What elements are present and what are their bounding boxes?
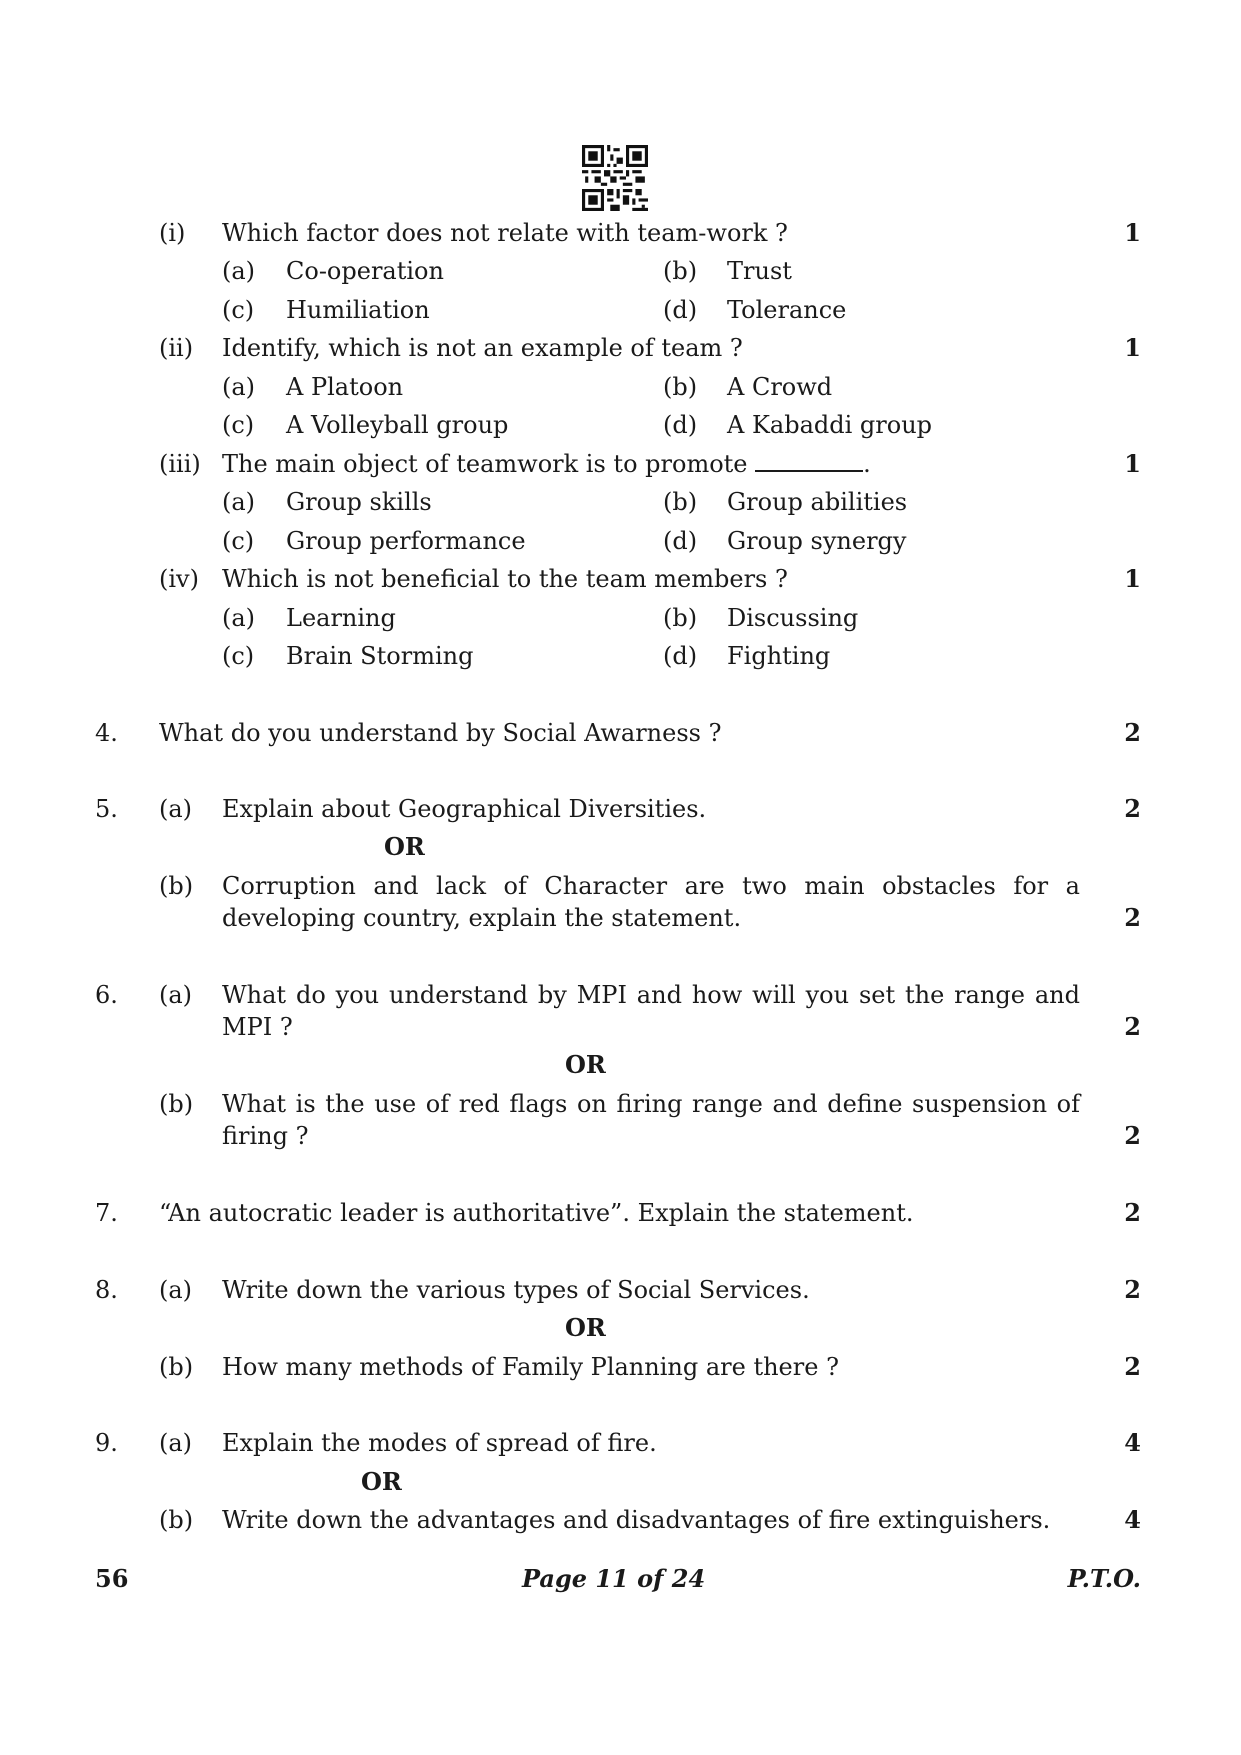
option-label: (b) [663,257,698,285]
question-text-end: . [863,450,871,478]
question-text: Which factor does not relate with team-work ? [222,219,788,247]
marks: 2 [1124,903,1141,932]
option-label: (c) [222,296,255,324]
option-label: (d) [663,527,698,555]
option-text: Trust [727,257,792,285]
option-label: (d) [663,411,698,439]
page-number: Page 11 of 24 [522,1564,706,1593]
marks: 2 [1124,1275,1141,1304]
question-text: Write down the advantages and disadvantages of fire extinguishers. [222,1506,1051,1534]
sub-label: (b) [159,1090,194,1118]
option-label: (b) [663,604,698,632]
sub-label: (a) [159,1429,193,1457]
question-text-line: firing ? [222,1122,309,1150]
part-number: (iii) [159,450,201,478]
question-text-line: Corruption and lack of Character are two main obstacles for a [222,872,1080,900]
option-text: Co-operation [286,257,444,285]
question-text-line: What is the use of red flags on firing range and define suspension of [222,1090,1080,1118]
option-label: (a) [222,488,256,516]
sub-label: (b) [159,1353,194,1381]
paper-code: 56 [95,1564,129,1593]
question-text: Explain about Geographical Diversities. [222,795,707,823]
question-number: 4. [95,719,118,747]
option-text: Group abilities [727,488,908,516]
marks: 4 [1124,1505,1141,1534]
option-label: (c) [222,411,255,439]
option-text: Learning [286,604,396,632]
option-text: Group skills [286,488,432,516]
question-text: Which is not beneficial to the team members ? [222,565,788,593]
option-text: Group synergy [727,527,907,555]
question-text: Write down the various types of Social Services. [222,1276,810,1304]
question-text: What do you understand by Social Awarness ? [159,719,722,747]
marks: 1 [1124,333,1141,362]
sub-label: (a) [159,981,193,1009]
part-number: (i) [159,219,186,247]
marks: 2 [1124,794,1141,823]
option-label: (c) [222,642,255,670]
marks: 4 [1124,1428,1141,1457]
or-separator: OR [361,1467,402,1496]
option-label: (a) [222,257,256,285]
marks: 1 [1124,564,1141,593]
option-text: Fighting [727,642,831,670]
option-label: (d) [663,642,698,670]
or-separator: OR [384,832,425,861]
option-text: A Platoon [286,373,404,401]
question-text: Identify, which is not an example of team ? [222,334,743,362]
option-text: A Kabaddi group [727,411,933,439]
question-number: 8. [95,1276,118,1304]
question-text-line: What do you understand by MPI and how will you set the range and [222,981,1080,1009]
option-text: A Volleyball group [286,411,509,439]
marks: 2 [1124,718,1141,747]
option-label: (a) [222,604,256,632]
question-text: “An autocratic leader is authoritative”. Explain the statement. [159,1199,914,1227]
fill-in-blank [755,448,863,472]
question-number: 5. [95,795,118,823]
marks: 2 [1124,1198,1141,1227]
option-text: Group performance [286,527,526,555]
sub-label: (b) [159,1506,194,1534]
marks: 2 [1124,1352,1141,1381]
pto-label: P.T.O. [1067,1564,1141,1593]
option-label: (c) [222,527,255,555]
question-text-line: developing country, explain the statement. [222,904,742,932]
marks: 2 [1124,1121,1141,1150]
option-label: (b) [663,488,698,516]
option-text: Humiliation [286,296,430,324]
question-number: 9. [95,1429,118,1457]
marks: 1 [1124,218,1141,247]
option-label: (b) [663,373,698,401]
option-text: Tolerance [727,296,847,324]
option-text: Brain Storming [286,642,474,670]
question-number: 6. [95,981,118,1009]
marks: 1 [1124,449,1141,478]
option-text: A Crowd [727,373,833,401]
question-text [222,447,871,481]
option-label: (a) [222,373,256,401]
or-separator: OR [565,1313,606,1342]
question-text: How many methods of Family Planning are there ? [222,1353,839,1381]
question-text: Explain the modes of spread of fire. [222,1429,657,1457]
option-label: (d) [663,296,698,324]
or-separator: OR [565,1050,606,1079]
sub-label: (a) [159,795,193,823]
question-text-line: MPI ? [222,1013,293,1041]
sub-label: (b) [159,872,194,900]
option-text: Discussing [727,604,859,632]
part-number: (iv) [159,565,199,593]
question-number: 7. [95,1199,118,1227]
qr-code-icon [582,145,648,211]
question-text-start: The main object of teamwork is to promote [222,450,748,478]
part-number: (ii) [159,334,194,362]
sub-label: (a) [159,1276,193,1304]
marks: 2 [1124,1012,1141,1041]
